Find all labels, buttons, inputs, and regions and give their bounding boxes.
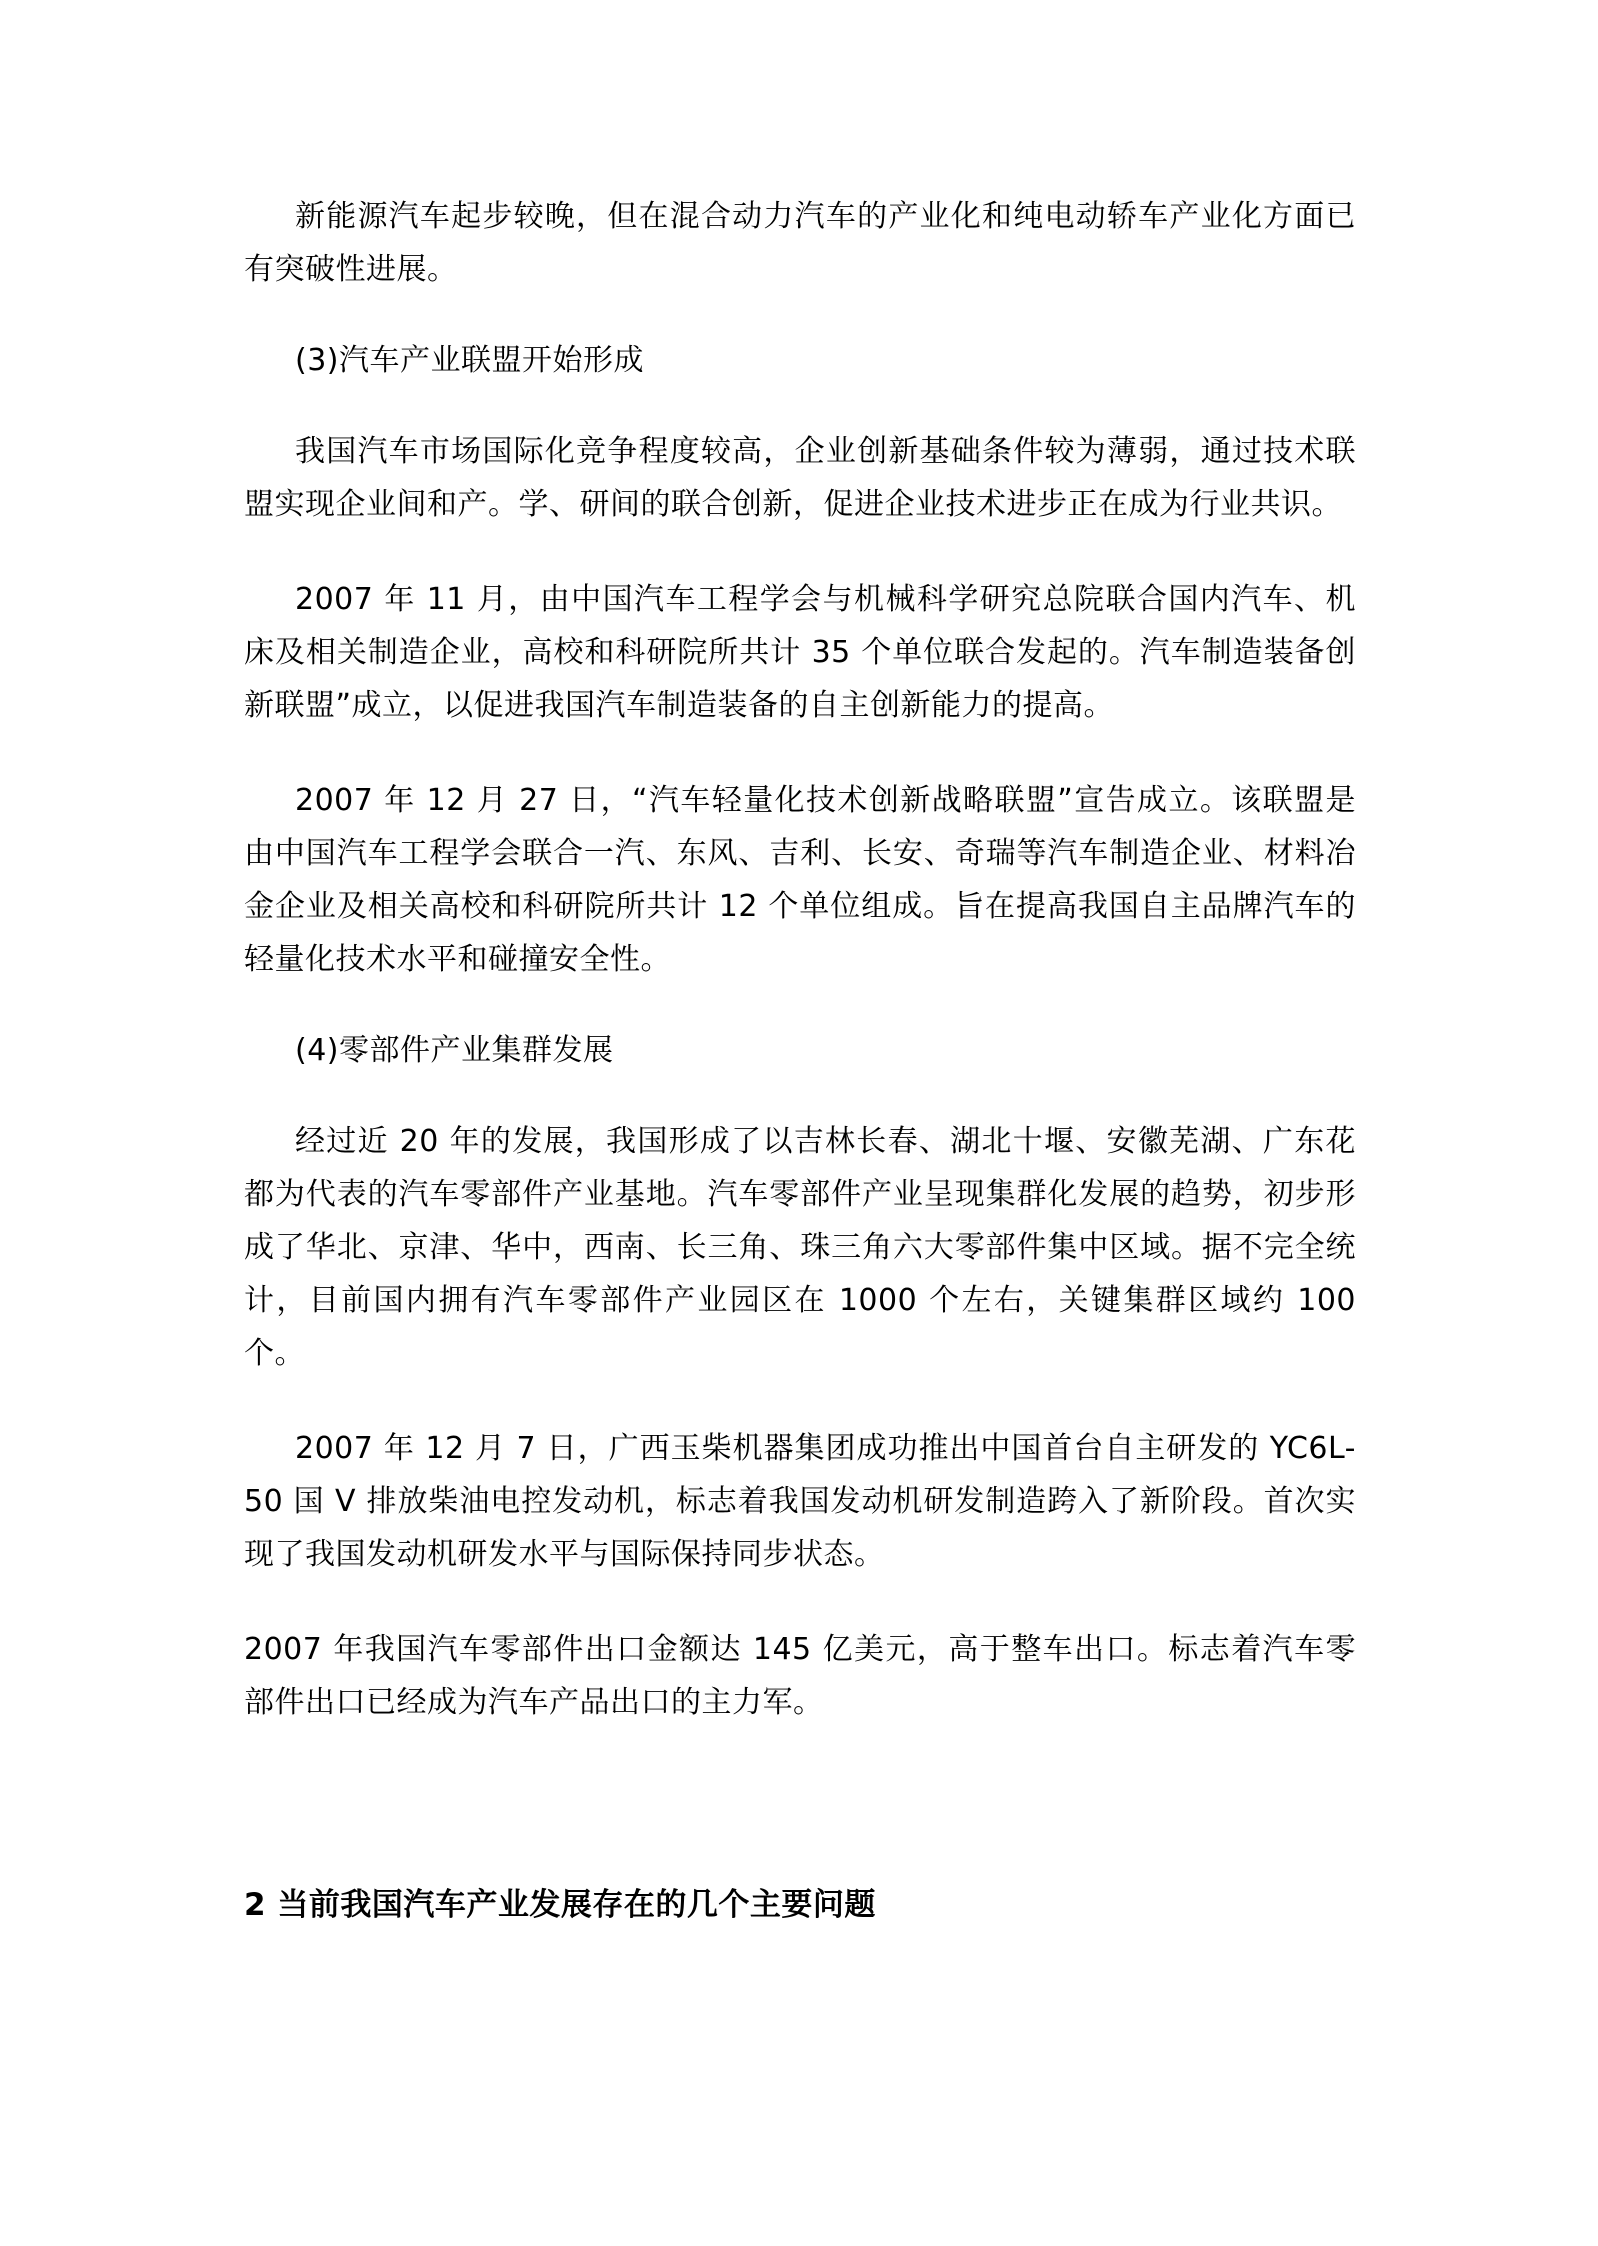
subheading-parts-cluster: (4)零部件产业集群发展 <box>295 1033 614 1068</box>
paragraph-equipment-alliance: 2007 年 11 月，由中国汽车工程学会与机械科学研究总院联合国内汽车、机床及相关制造企业，高校和科研院所共计 35 个单位联合发起的。汽车制造装备创新联盟”成立，以促进我国汽车制造装备的自主创新能力的提高。 <box>244 582 1356 723</box>
section-heading: 2 当前我国汽车产业发展存在的几个主要问题 <box>244 1887 876 1923</box>
paragraph-lightweight-alliance: 2007 年 12 月 27 日，“汽车轻量化技术创新战略联盟”宣告成立。该联盟是由中国汽车工程学会联合一汽、东风、吉利、长安、奇瑞等汽车制造企业、材料冶金企业及相关高校和科研院所共计 12 个单位组成。旨在提高我国自主品牌汽车的轻量化技术水平和碰撞安全性。 <box>244 783 1356 977</box>
paragraph-new-energy: 新能源汽车起步较晚，但在混合动力汽车的产业化和纯电动轿车产业化方面已有突破性进展。 <box>244 199 1356 287</box>
paragraph-parts-cluster: 经过近 20 年的发展，我国形成了以吉林长春、湖北十堰、安徽芜湖、广东花都为代表的汽车零部件产业基地。汽车零部件产业呈现集群化发展的趋势，初步形成了华北、京津、华中，西南、长三角、珠三角六大零部件集中区域。据不完全统计，目前国内拥有汽车零部件产业园区在 1000 个左右，关键集群区域约 100 个。 <box>244 1124 1356 1371</box>
subheading-industry-alliance: (3)汽车产业联盟开始形成 <box>295 343 644 378</box>
document-body <box>244 190 1356 1932</box>
paragraph-alliance-intro: 我国汽车市场国际化竞争程度较高，企业创新基础条件较为薄弱，通过技术联盟实现企业间和产。学、研间的联合创新，促进企业技术进步正在成为行业共识。 <box>244 434 1356 522</box>
paragraph-parts-export: 2007 年我国汽车零部件出口金额达 145 亿美元，高于整车出口。标志着汽车零部件出口已经成为汽车产品出口的主力军。 <box>244 1632 1356 1720</box>
paragraph-yuchai-engine: 2007 年 12 月 7 日，广西玉柴机器集团成功推出中国首台自主研发的 YC6L-50 国 V 排放柴油电控发动机，标志着我国发动机研发制造跨入了新阶段。首次实现了我国发动机研发水平与国际保持同步状态。 <box>244 1431 1356 1572</box>
